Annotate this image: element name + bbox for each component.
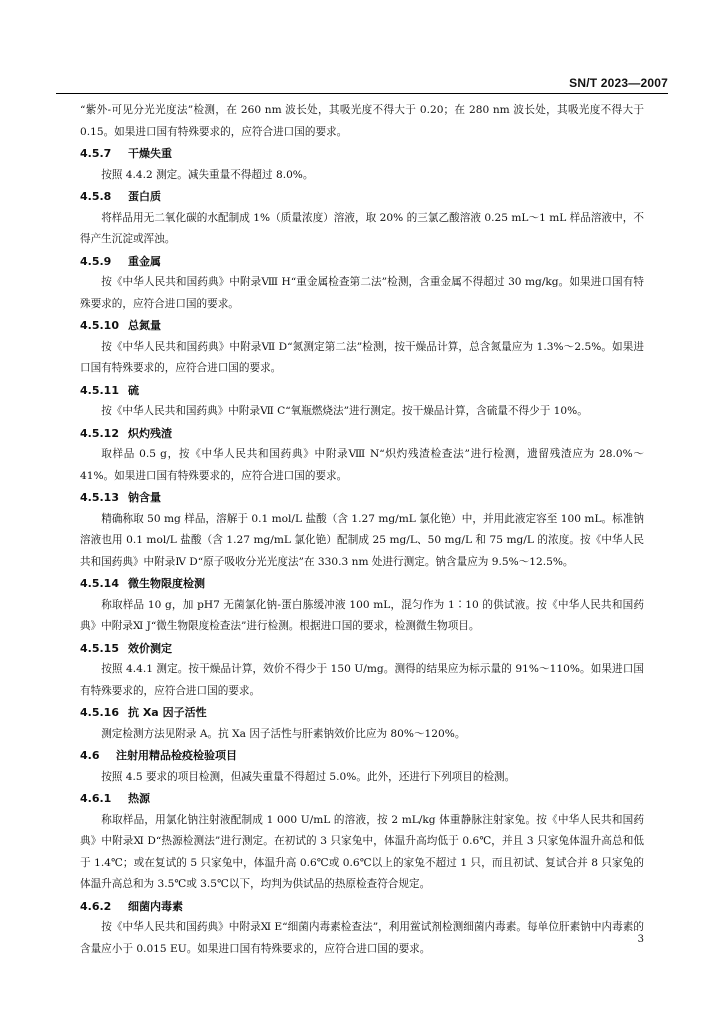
standard-code: SN/T 2023—2007 [569, 76, 668, 90]
section-heading [80, 638, 644, 660]
section-number: 4.5.8 [80, 190, 112, 203]
section-heading [80, 186, 644, 208]
paragraph: 称取样品 10 g，加 pH7 无菌氯化钠-蛋白胨缓冲液 100 mL，混匀作为 1∶10 的供试液。按《中华人民共和国药典》中附录Ⅺ J“微生物限度检查法”进行检测。根据进口国的要求，检测微生物项目。 [80, 598, 644, 632]
section-number: 4.5.13 [80, 491, 119, 504]
section-heading [80, 143, 644, 165]
section-title: 总氮量 [128, 319, 161, 332]
paragraph: 精确称取 50 mg 样品，溶解于 0.1 mol/L 盐酸（含 1.27 mg/mL 氯化铯）中，并用此液定容至 100 mL。标准钠溶液也用 0.1 mol/L 盐酸（含 1.27 mg/mL 氯化铯）配制成 25 mg/L、50 mg/L 和 75 mg/L 的浓度。按《中华人民共和国药典》中附录Ⅳ D“原子吸收分光光度法”在 330.3 nm 处进行测定。钠含量应为 9.5%～12.5%。 [80, 512, 644, 568]
section-heading [80, 315, 644, 337]
paragraph: 按《中华人民共和国药典》中附录Ⅶ C“氧瓶燃烧法”进行测定。按干燥品计算，含硫量不得少于 10%。 [101, 405, 588, 417]
paragraph: 将样品用无二氧化碳的水配制成 1%（质量浓度）溶液，取 20% 的三氯乙酸溶液 0.25 mL～1 mL 样品溶液中，不得产生沉淀或浑浊。 [80, 211, 644, 245]
paragraph: 按照 4.5 要求的项目检测，但减失重量不得超过 5.0%。此外，还进行下列项目的检测。 [101, 770, 516, 783]
section-heading [80, 380, 644, 402]
section-title: 微生物限度检测 [128, 577, 205, 590]
paragraph: 称取样品，用氯化钠注射液配制成 1 000 U/mL 的溶液，按 2 mL/kg 体重静脉注射家兔。按《中华人民共和国药典》中附录Ⅺ D“热源检测法”进行测定。在初试的 3 只家兔中，体温升高均低于 0.6℃，并且 3 只家兔体温升高总和低于 1.4℃；或在复试的 5 只家兔中，体温升高 0.6℃或 0.6℃以上的家兔不超过 1 只，而且初试、复试合并 8 只家兔的体温升高总和为 3.5℃或 3.5℃以下，均判为供试品的热原检查符合规定。 [80, 813, 644, 890]
paragraph: 按照 4.4.2 测定。减失重量不得超过 8.0%。 [101, 168, 314, 181]
paragraph: 测定检测方法见附录 A。抗 Xa 因子活性与肝素钠效价比应为 80%～120%。 [101, 727, 466, 740]
section-number: 4.6.1 [80, 792, 112, 805]
section-title: 注射用精品检疫检验项目 [116, 749, 237, 762]
section-heading [80, 251, 644, 273]
section-heading [80, 788, 644, 810]
paragraph: 按《中华人民共和国药典》中附录Ⅷ H“重金属检查第二法”检测，含重金属不得超过 30 mg/kg。如果进口国有特殊要求的，应符合进口国的要求。 [80, 276, 644, 310]
paragraph: 取样品 0.5 g，按《中华人民共和国药典》中附录Ⅷ N“炽灼残渣检查法”进行检测，遗留残渣应为 28.0%～41%。如果进口国有特殊要求的，应符合进口国的要求。 [80, 448, 644, 482]
page-number: 3 [637, 934, 644, 945]
section-heading [80, 487, 644, 509]
paragraph: 按《中华人民共和国药典》中附录Ⅶ D“氮测定第二法”检测，按干燥品计算，总含氮量应为 1.3%～2.5%。如果进口国有特殊要求的，应符合进口国的要求。 [80, 340, 644, 374]
section-number: 4.6.2 [80, 899, 112, 913]
section-title: 热源 [128, 792, 150, 805]
paragraph: 按《中华人民共和国药典》中附录Ⅺ E“细菌内毒素检查法”，利用鲎试剂检测细菌内毒素。每单位肝素钠中内毒素的含量应小于 0.015 EU。如果进口国有特殊要求的，应符合进口国的要求。 [80, 921, 644, 955]
section-title: 蛋白质 [128, 190, 161, 203]
header-rule [56, 93, 668, 94]
section-number: 4.5.15 [80, 641, 119, 655]
section-number: 4.5.14 [80, 577, 119, 590]
paragraph: “紫外-可见分光光度法”检测，在 260 nm 波长处，其吸光度不得大于 0.20；在 280 nm 波长处，其吸光度不得大于 0.15。如果进口国有特殊要求的，应符合进口国的要求。 [80, 104, 644, 138]
section-number: 4.5.9 [80, 254, 112, 268]
section-heading [80, 745, 644, 767]
section-title: 干燥失重 [128, 147, 172, 160]
document-body [80, 100, 644, 960]
section-title: 细菌内毒素 [128, 899, 183, 913]
section-heading [80, 702, 644, 724]
section-number: 4.6 [80, 749, 100, 762]
section-title: 抗 Xa 因子活性 [128, 706, 207, 719]
section-title: 钠含量 [128, 491, 161, 504]
section-heading [80, 423, 644, 445]
section-title: 重金属 [128, 254, 161, 268]
paragraph: 按照 4.4.1 测定。按干燥品计算，效价不得少于 150 U/mg。测得的结果应为标示量的 91%～110%。如果进口国有特殊要求的，应符合进口国的要求。 [80, 663, 644, 697]
section-title: 效价测定 [128, 641, 172, 655]
section-number: 4.5.7 [80, 147, 112, 160]
section-heading [80, 896, 644, 918]
section-number: 4.5.11 [80, 383, 119, 397]
section-title: 炽灼残渣 [128, 426, 172, 440]
section-number: 4.5.10 [80, 319, 119, 332]
section-title: 硫 [128, 383, 139, 397]
section-number: 4.5.12 [80, 426, 119, 440]
section-heading [80, 573, 644, 595]
section-number: 4.5.16 [80, 706, 119, 719]
